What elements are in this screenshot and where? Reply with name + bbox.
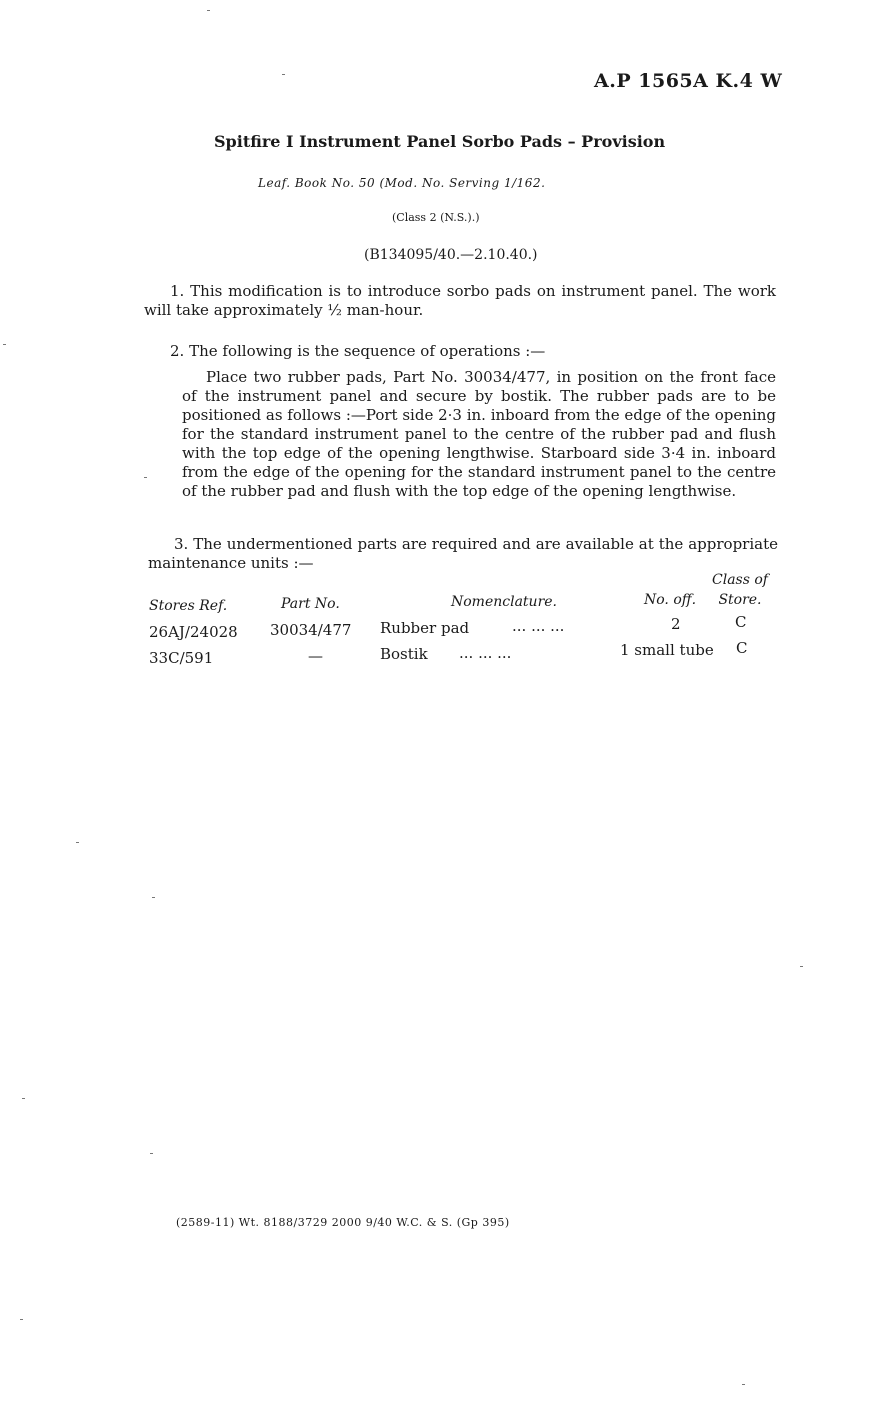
cell-part-no: —	[308, 647, 323, 665]
header-class-of-store-line2: Store.	[718, 592, 762, 608]
class-designation: (Class 2 (N.S.).)	[392, 211, 480, 224]
header-class-of-store	[712, 570, 768, 610]
scan-speck	[3, 344, 6, 345]
scan-speck	[76, 842, 79, 843]
cell-nomenclature: Rubber pad	[380, 619, 470, 637]
scan-speck	[152, 897, 155, 898]
paragraph-3: 3. The undermentioned parts are required and are available at the appropriate maintenance units :—	[148, 535, 778, 572]
paragraph-1: 1. This modification is to introduce sorbo pads on instrument panel. The work will take approximately ½ man-hour.	[144, 282, 776, 319]
scan-speck	[144, 477, 147, 478]
scan-speck	[282, 74, 285, 75]
cell-stores-ref: 26AJ/24028	[149, 623, 238, 641]
cell-class-of-store: C	[735, 613, 747, 631]
cell-nomenclature: Bostik	[380, 645, 428, 663]
cell-no-off: 2	[671, 615, 681, 633]
leaf-reference: Leaf. Book No. 50 (Mod. No. Serving 1/162.	[258, 176, 546, 190]
scan-speck	[800, 966, 803, 967]
cell-class-of-store: C	[736, 639, 748, 657]
header-stores-ref: Stores Ref.	[149, 598, 228, 614]
cell-part-no: 30034/477	[270, 621, 352, 639]
paragraph-2: 2. The following is the sequence of operations :—	[170, 342, 546, 360]
operations-paragraph: Place two rubber pads, Part No. 30034/477, in position on the front face of the instrument panel and secure by bostik. The rubber pads are to be positioned as follows :—Port side 2·3 in. inboard from the edge of the opening for the standard instrument panel to the centre of the rubber pad and flush with the top edge of the opening lengthwise. Starboard side 3·4 in. inboard from the edge of the opening for the standard instrument panel to the centre of the rubber pad and flush with the top edge of the opening lengthwise.	[182, 368, 777, 500]
cell-stores-ref: 33C/591	[149, 649, 214, 667]
scan-speck	[207, 10, 210, 11]
scan-speck	[150, 1153, 153, 1154]
scan-speck	[20, 1319, 23, 1320]
page-title: Spitfire I Instrument Panel Sorbo Pads – Provision	[214, 132, 666, 151]
header-class-of-store-line1: Class of	[712, 572, 768, 588]
header-no-off: No. off.	[644, 592, 697, 608]
cell-leader-dots: ... ... ...	[459, 644, 512, 662]
header-nomenclature: Nomenclature.	[451, 594, 557, 610]
cell-leader-dots: ... ... ...	[512, 617, 565, 635]
scan-speck	[22, 1098, 25, 1099]
cell-no-off: 1 small tube	[620, 641, 714, 659]
header-part-no: Part No.	[281, 596, 340, 612]
scan-speck	[742, 1384, 745, 1385]
authority-reference: (B134095/40.—2.10.40.)	[364, 247, 538, 263]
document-reference: A.P 1565A K.4 W	[594, 70, 783, 92]
print-footer: (2589-11) Wt. 8188/3729 2000 9/40 W.C. & S. (Gp 395)	[176, 1216, 510, 1229]
